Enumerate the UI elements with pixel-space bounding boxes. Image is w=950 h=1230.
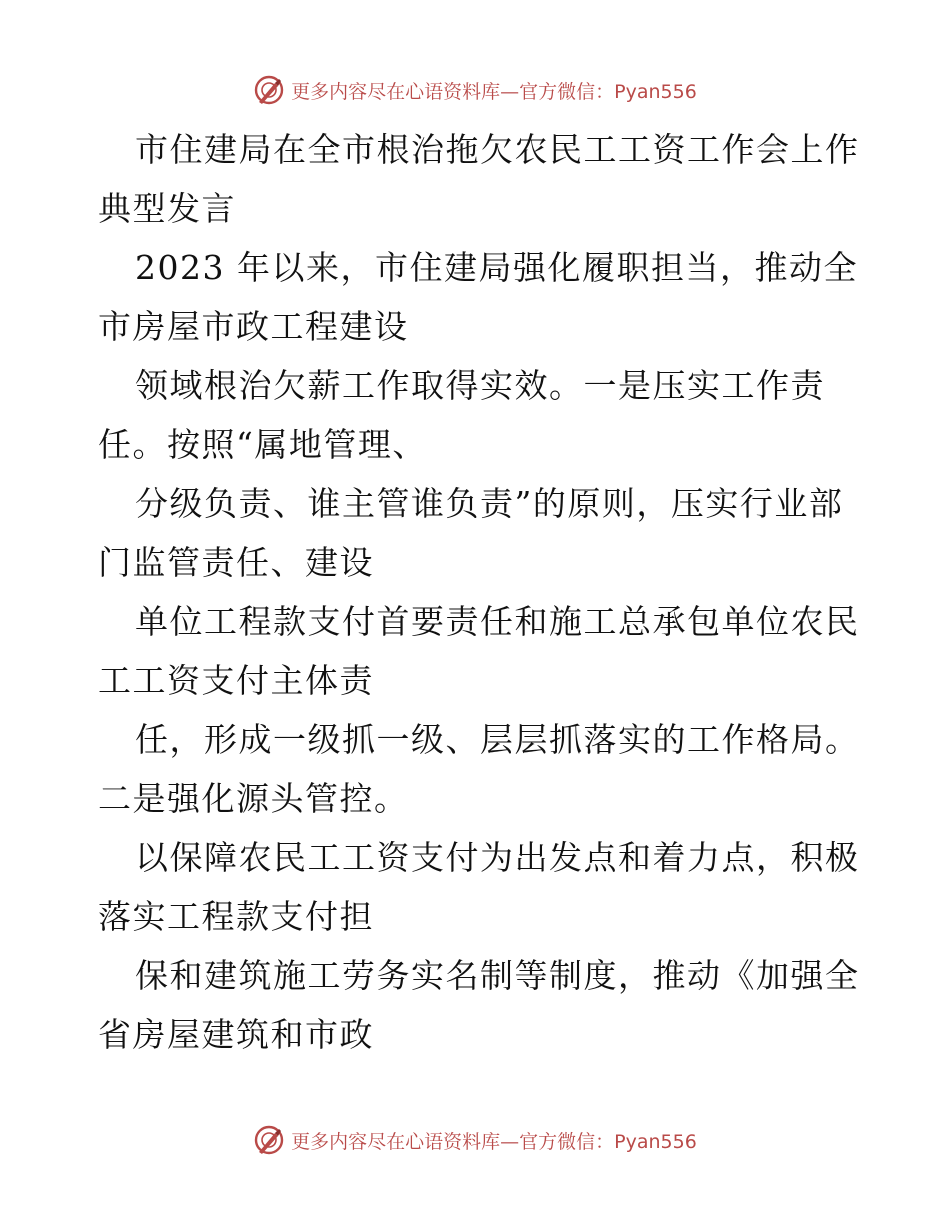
document-line: 典型发言 (98, 189, 236, 228)
document-line: 落实工程款支付担 (98, 897, 374, 936)
document-line: 市房屋市政工程建设 (98, 307, 409, 346)
document-line: 市住建局在全市根治拖欠农民工工资工作会上作 (135, 130, 860, 169)
document-line: 二是强化源头管控。 (98, 779, 409, 818)
document-line: 任。按照“属地管理、 (98, 425, 427, 464)
document-line: 门监管责任、建设 (98, 543, 374, 582)
pen-logo-icon (253, 74, 285, 106)
document-line: 任，形成一级抓一级、层层抓落实的工作格局。 (135, 720, 860, 759)
document-body (98, 120, 858, 1064)
banner-library-text: 更多内容尽在心语资料库 (291, 1130, 501, 1153)
banner-separator: — (500, 80, 520, 103)
document-line: 保和建筑施工劳务实名制等制度，推动《加强全 (135, 956, 860, 995)
document-line: 2023 年以来，市住建局强化履职担当，推动全 (135, 248, 858, 287)
document-line: 工工资支付主体责 (98, 661, 374, 700)
banner-library-text: 更多内容尽在心语资料库 (291, 80, 501, 103)
banner-separator: — (500, 1130, 520, 1153)
document-line: 单位工程款支付首要责任和施工总承包单位农民 (135, 602, 860, 641)
document-line: 以保障农民工工资支付为出发点和着力点，积极 (135, 838, 860, 877)
pen-logo-icon (253, 1124, 285, 1156)
footer-watermark-banner (0, 1120, 950, 1160)
document-line: 分级负责、谁主管谁负责”的原则，压实行业部 (135, 484, 844, 523)
header-watermark-banner (0, 70, 950, 110)
document-line: 省房屋建筑和市政 (98, 1015, 374, 1054)
document-line: 领域根治欠薪工作取得实效。一是压实工作责 (135, 366, 825, 405)
banner-wechat-contact: 官方微信：Pyan556 (519, 80, 697, 103)
banner-wechat-contact: 官方微信：Pyan556 (519, 1130, 697, 1153)
